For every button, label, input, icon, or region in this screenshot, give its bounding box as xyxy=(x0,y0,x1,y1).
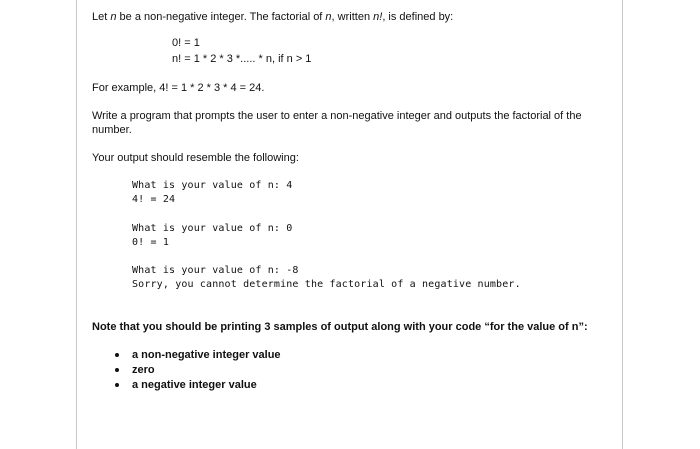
intro-text-start: Let xyxy=(92,11,111,23)
intro-line xyxy=(92,10,453,24)
bullet-item-2: zero xyxy=(132,364,155,376)
note-paragraph: Note that you should be printing 3 samples of output along with your code “for the value of n”: xyxy=(92,321,588,333)
task-paragraph: Write a program that prompts the user to enter a non-negative integer and outputs the factorial of the number. xyxy=(92,110,582,136)
definition-line-1: 0! = 1 xyxy=(172,37,200,49)
sample-1-result: 4! = 24 xyxy=(132,194,176,205)
sample-3-prompt: What is your value of n: -8 xyxy=(132,265,299,276)
example-line: For example, 4! = 1 * 2 * 3 * 4 = 24. xyxy=(92,82,265,94)
intro-text-mid2: , written xyxy=(331,11,374,23)
intro-text-mid: be a non-negative integer. The factorial of xyxy=(116,11,326,23)
sample-2-prompt: What is your value of n: 0 xyxy=(132,223,293,234)
intro-text-end: , is defined by: xyxy=(382,11,454,23)
bullet-item-3: a negative integer value xyxy=(132,379,257,391)
intro-var-nfact: n! xyxy=(373,11,383,23)
sample-2-result: 0! = 1 xyxy=(132,237,170,248)
bullet-item-1: a non-negative integer value xyxy=(132,349,281,361)
bullet-dot-1 xyxy=(115,353,119,357)
definition-line-2: n! = 1 * 2 * 3 *..... * n, if n > 1 xyxy=(172,53,312,65)
sample-3-result: Sorry, you cannot determine the factorial of a negative number. xyxy=(132,279,521,290)
bullet-dot-2 xyxy=(115,368,119,372)
intro-var-n: n xyxy=(110,11,117,23)
intro-var-n-2: n xyxy=(325,11,332,23)
bullet-dot-3 xyxy=(115,383,119,387)
output-intro: Your output should resemble the following: xyxy=(92,152,299,164)
sample-1-prompt: What is your value of n: 4 xyxy=(132,180,293,191)
